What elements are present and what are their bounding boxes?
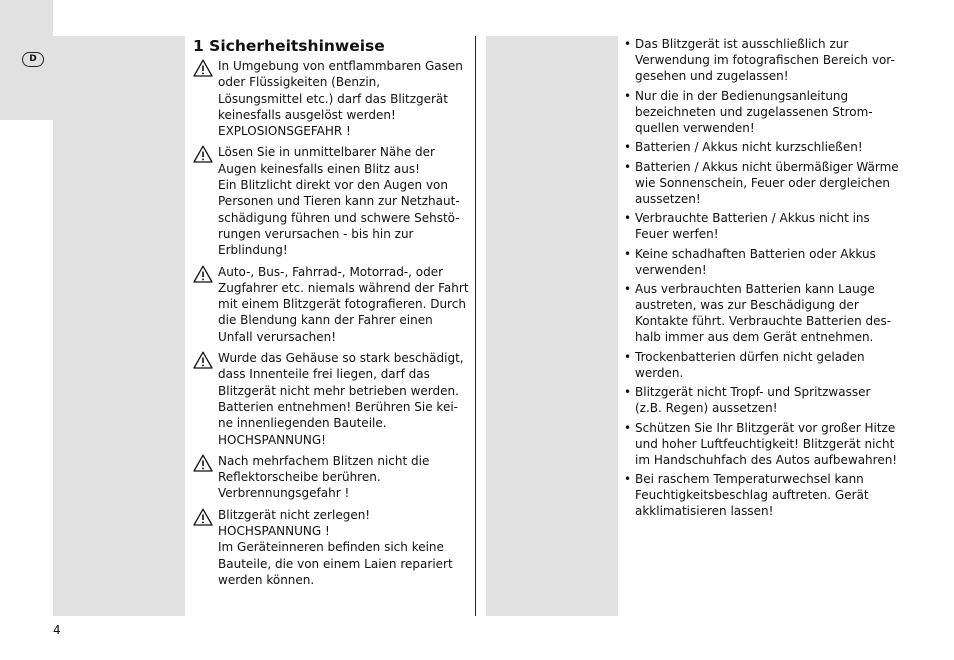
bullet-mark: • — [624, 349, 632, 364]
page-number: 4 — [53, 623, 61, 637]
bullet-mark: • — [624, 420, 632, 435]
list-item — [624, 246, 914, 278]
warning-triangle-icon — [193, 350, 218, 448]
language-badge: D — [22, 52, 44, 67]
warning-list — [193, 58, 473, 593]
warning-triangle-icon — [193, 507, 218, 588]
bullet-mark: • — [624, 282, 632, 296]
list-item-text: Blitzgerät nicht Tropf- und Spritzwasser (z.B. Regen) aussetzen! — [635, 385, 871, 415]
warning-item — [193, 350, 473, 448]
list-item-text: Batterien / Akkus nicht kurzschließen! — [635, 140, 863, 154]
bullet-mark: • — [624, 140, 632, 154]
list-item — [624, 159, 914, 207]
list-item — [624, 384, 914, 416]
bullet-list — [624, 36, 914, 523]
list-item-text: Schützen Sie Ihr Blitzgerät vor großer Hitze und hoher Luftfeuchtigkeit! Blitzgerät nicht im Handschuhfach des Autos aufbewahren! — [635, 420, 898, 467]
warning-triangle-icon — [193, 58, 218, 139]
warning-text: Nach mehrfachem Blitzen nicht die Reflektorscheibe berühren. Verbrennungsgefahr ! — [218, 453, 430, 501]
list-item — [624, 420, 914, 468]
list-item — [624, 139, 914, 155]
list-item-text: Aus verbrauchten Batterien kann Lauge austreten, was zur Beschädigung der Kontakte führt. Verbrauchte Batterien des- halb immer aus dem Gerät entnehmen. — [635, 282, 892, 344]
left-margin-band — [53, 36, 185, 616]
list-item — [624, 88, 914, 136]
column-divider — [475, 36, 476, 616]
list-item-text: Nur die in der Bedienungsanleitung bezeichneten und zugelassenen Strom- quellen verwenden! — [635, 88, 873, 135]
list-item — [624, 210, 914, 242]
bullet-mark: • — [624, 159, 632, 174]
warning-item — [193, 453, 473, 502]
warning-text: In Umgebung von entflammbaren Gasen oder Flüssigkeiten (Benzin, Lösungsmittel etc.) darf das Blitzgerät keinesfalls ausgelöst werden! EXPLOSIONSGEFAHR ! — [218, 59, 463, 139]
list-item-text: Trockenbatterien dürfen nicht geladen werden. — [635, 349, 865, 380]
warning-triangle-icon — [193, 144, 218, 258]
warning-triangle-icon — [193, 453, 218, 502]
bullet-mark: • — [624, 211, 632, 225]
warning-triangle-icon — [193, 264, 218, 345]
warning-item — [193, 264, 473, 345]
right-margin-band — [486, 36, 618, 616]
list-item-text: Batterien / Akkus nicht übermäßiger Wärme wie Sonnenschein, Feuer oder dergleichen aussetzen! — [635, 159, 899, 206]
bullet-mark: • — [624, 246, 632, 261]
list-item — [624, 349, 914, 381]
bullet-mark: • — [624, 472, 632, 486]
warning-text: Lösen Sie in unmittelbarer Nähe der Augen keinesfalls einen Blitz aus! Ein Blitzlicht direkt vor den Augen von Personen und Tieren kann zur Netzhaut- schädigung führen und schwere Sehstö- rungen verursachen - bis hin zur Erblindung! — [218, 145, 460, 258]
list-item-text: Bei raschem Temperaturwechsel kann Feuchtigkeitsbeschlag auftreten. Gerät akklimatisieren lassen! — [635, 472, 869, 518]
list-item — [624, 36, 914, 84]
bullet-mark: • — [624, 88, 632, 103]
warning-text: Wurde das Gehäuse so stark beschädigt, dass Innenteile frei liegen, darf das Blitzgerät nicht mehr betrieben werden. Batterien entnehmen! Berühren Sie kei- ne innenliegenden Bauteile. HOCHSPANNUNG! — [218, 351, 464, 447]
warning-text: Blitzgerät nicht zerlegen! HOCHSPANNUNG ! Im Geräteinneren befinden sich keine Bauteile, die von einem Laien repariert werden können. — [218, 507, 453, 587]
list-item-text: Verbrauchte Batterien / Akkus nicht ins Feuer werfen! — [635, 211, 870, 241]
list-item — [624, 471, 914, 519]
bullet-mark: • — [624, 37, 632, 51]
list-item-text: Das Blitzgerät ist ausschließlich zur Verwendung im fotografischen Bereich vor- gesehen und zugelassen! — [635, 37, 895, 83]
list-item-text: Keine schadhaften Batterien oder Akkus verwenden! — [635, 246, 876, 277]
warning-text: Auto-, Bus-, Fahrrad-, Motorrad-, oder Zugfahrer etc. niemals während der Fahrt mit einem Blitzgerät fotografieren. Durch die Blendung kann der Fahrer einen Unfall verursachen! — [218, 264, 469, 344]
warning-item — [193, 144, 473, 258]
bullet-mark: • — [624, 385, 632, 399]
section-title: 1 Sicherheitshinweise — [193, 37, 385, 55]
list-item — [624, 281, 914, 345]
warning-item — [193, 58, 473, 139]
warning-item — [193, 507, 473, 588]
